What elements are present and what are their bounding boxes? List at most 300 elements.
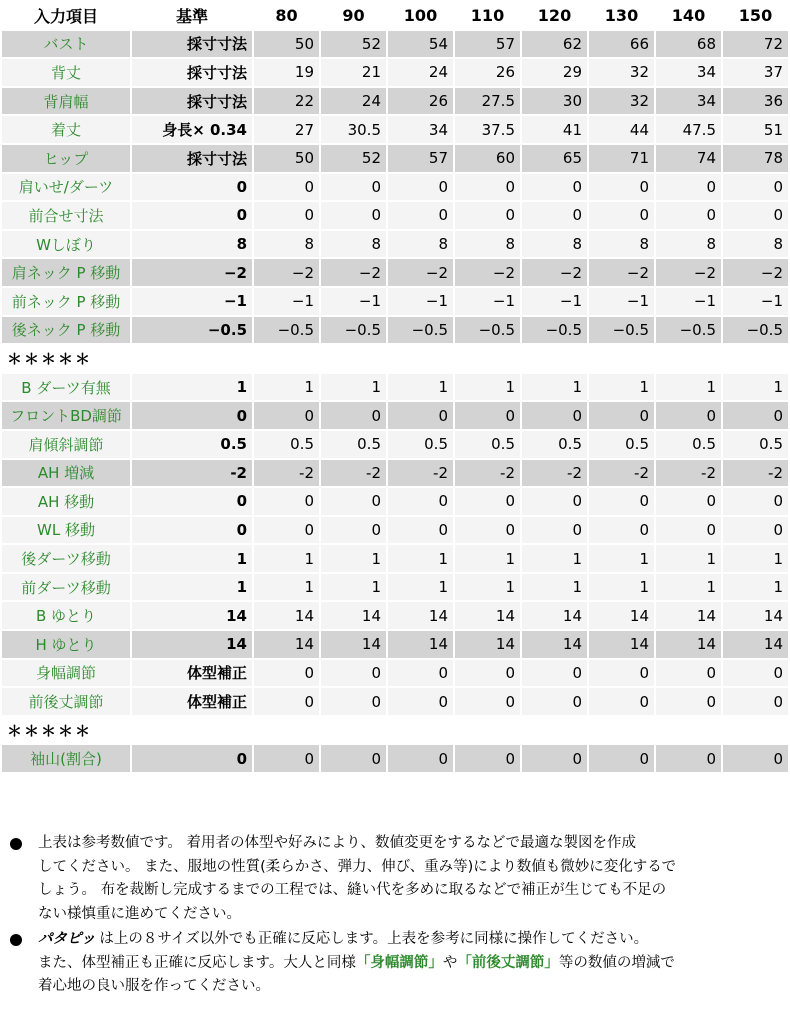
row-label: 背肩幅 xyxy=(2,88,130,115)
size-value-cell: 0 xyxy=(254,517,319,544)
size-value-cell: −0.5 xyxy=(254,317,319,344)
size-value-cell: 0 xyxy=(723,402,788,429)
size-value-cell: 0 xyxy=(254,660,319,687)
size-value-cell: -2 xyxy=(656,460,721,487)
size-value-cell: 0 xyxy=(321,202,386,229)
size-value-cell: 1 xyxy=(321,574,386,601)
table-row xyxy=(2,288,788,315)
size-value-cell: 1 xyxy=(522,545,587,572)
bullet-icon xyxy=(10,838,22,850)
size-value-cell: −0.5 xyxy=(388,317,453,344)
row-base-value: 0 xyxy=(132,488,252,515)
size-value-cell: 0 xyxy=(455,660,520,687)
size-value-cell: 1 xyxy=(321,545,386,572)
size-value-cell: −0.5 xyxy=(321,317,386,344)
size-value-cell: 0 xyxy=(589,174,654,201)
size-value-cell: 50 xyxy=(254,145,319,172)
note-text: また、体型補正も正確に反応します。大人と同様 xyxy=(38,954,356,971)
row-label: フロントBD調節 xyxy=(2,402,130,429)
row-base-value: 体型補正 xyxy=(132,660,252,687)
row-label: 後ダーツ移動 xyxy=(2,545,130,572)
size-value-cell: 24 xyxy=(321,88,386,115)
size-value-cell: 78 xyxy=(723,145,788,172)
size-value-cell: 14 xyxy=(321,602,386,629)
table-row xyxy=(2,31,788,58)
note-line: してください。 また、服地の性質(柔らかさ、弾力、伸び、重み等)により数値も微妙に変化するで xyxy=(38,858,677,875)
size-value-cell: 1 xyxy=(656,374,721,401)
size-value-cell: 52 xyxy=(321,145,386,172)
size-value-cell: 14 xyxy=(589,602,654,629)
table-row xyxy=(2,660,788,687)
row-base-value: 0 xyxy=(132,517,252,544)
size-value-cell: 8 xyxy=(254,231,319,258)
size-value-cell: −2 xyxy=(723,259,788,286)
size-value-cell: 24 xyxy=(388,59,453,86)
table-row xyxy=(2,602,788,629)
size-value-cell: 0 xyxy=(388,488,453,515)
size-value-cell: 1 xyxy=(656,574,721,601)
size-value-cell: 19 xyxy=(254,59,319,86)
size-value-cell: 32 xyxy=(589,59,654,86)
row-base-value: 0 xyxy=(132,174,252,201)
size-value-cell: 47.5 xyxy=(656,116,721,143)
size-value-cell: 1 xyxy=(723,574,788,601)
size-value-cell: 0 xyxy=(388,688,453,715)
table-row xyxy=(2,174,788,201)
size-value-cell: 0 xyxy=(321,517,386,544)
size-value-cell: 74 xyxy=(656,145,721,172)
size-value-cell: 0 xyxy=(388,174,453,201)
header-size: 110 xyxy=(455,2,520,29)
size-value-cell: 0 xyxy=(321,402,386,429)
header-base: 基準 xyxy=(132,2,252,29)
size-value-cell: 0 xyxy=(455,174,520,201)
empty-cell xyxy=(321,717,386,744)
size-value-cell: −2 xyxy=(254,259,319,286)
row-label: WL 移動 xyxy=(2,517,130,544)
empty-cell xyxy=(723,345,788,372)
size-value-cell: −1 xyxy=(254,288,319,315)
size-value-cell: 0 xyxy=(589,202,654,229)
note-text: や xyxy=(442,954,458,971)
row-label: 着丈 xyxy=(2,116,130,143)
size-value-cell: 0 xyxy=(589,402,654,429)
row-base-value: −2 xyxy=(132,259,252,286)
size-value-cell: 0 xyxy=(656,202,721,229)
size-value-cell: 29 xyxy=(522,59,587,86)
size-value-cell: 1 xyxy=(254,374,319,401)
size-value-cell: 1 xyxy=(455,574,520,601)
size-value-cell: 0 xyxy=(589,688,654,715)
size-value-cell: −2 xyxy=(522,259,587,286)
size-value-cell: 0.5 xyxy=(321,431,386,458)
size-value-cell: 0 xyxy=(388,402,453,429)
row-label: B ゆとり xyxy=(2,602,130,629)
table-row xyxy=(2,88,788,115)
size-value-cell: 0 xyxy=(656,745,721,772)
size-value-cell: 0 xyxy=(589,745,654,772)
row-label: AH 移動 xyxy=(2,488,130,515)
size-value-cell: 26 xyxy=(388,88,453,115)
size-value-cell: −0.5 xyxy=(455,317,520,344)
size-value-cell: 0 xyxy=(388,745,453,772)
size-value-cell: 0 xyxy=(254,174,319,201)
header-size: 80 xyxy=(254,2,319,29)
table-row xyxy=(2,116,788,143)
size-value-cell: 66 xyxy=(589,31,654,58)
table-row xyxy=(2,202,788,229)
size-value-cell: 8 xyxy=(388,231,453,258)
size-value-cell: −0.5 xyxy=(589,317,654,344)
table-row xyxy=(2,231,788,258)
size-value-cell: −2 xyxy=(388,259,453,286)
size-value-cell: 0 xyxy=(723,688,788,715)
size-value-cell: 14 xyxy=(455,602,520,629)
size-value-cell: 52 xyxy=(321,31,386,58)
size-value-cell: 34 xyxy=(656,59,721,86)
size-value-cell: 0 xyxy=(656,174,721,201)
size-value-cell: 0 xyxy=(723,517,788,544)
size-value-cell: −0.5 xyxy=(522,317,587,344)
size-value-cell: −2 xyxy=(656,259,721,286)
size-value-cell: −0.5 xyxy=(656,317,721,344)
size-value-cell: 26 xyxy=(455,59,520,86)
size-value-cell: 14 xyxy=(723,631,788,658)
table-row xyxy=(2,59,788,86)
size-value-cell: 0 xyxy=(254,688,319,715)
empty-cell xyxy=(388,717,453,744)
separator-label: ＊＊＊＊＊ xyxy=(2,717,130,744)
table-row xyxy=(2,259,788,286)
size-value-cell: 0 xyxy=(254,202,319,229)
size-value-cell: 0.5 xyxy=(254,431,319,458)
size-value-cell: 14 xyxy=(522,602,587,629)
size-value-cell: 1 xyxy=(455,545,520,572)
size-value-cell: 0 xyxy=(656,517,721,544)
note-line: ない様慎重に進めてください。 xyxy=(38,905,241,922)
size-value-cell: 37 xyxy=(723,59,788,86)
size-value-cell: 0 xyxy=(522,517,587,544)
size-value-cell: 0 xyxy=(522,174,587,201)
size-value-cell: 1 xyxy=(388,574,453,601)
row-base-value: 1 xyxy=(132,574,252,601)
size-value-cell: 0 xyxy=(455,745,520,772)
size-value-cell: 1 xyxy=(321,374,386,401)
size-value-cell: 14 xyxy=(656,602,721,629)
empty-cell xyxy=(589,345,654,372)
size-value-cell: 14 xyxy=(321,631,386,658)
row-base-value: 身長× 0.34 xyxy=(132,116,252,143)
row-base-value: 0 xyxy=(132,202,252,229)
header-size: 120 xyxy=(522,2,587,29)
size-value-cell: −2 xyxy=(589,259,654,286)
size-value-cell: 0 xyxy=(388,660,453,687)
size-value-cell: 8 xyxy=(321,231,386,258)
empty-cell xyxy=(522,717,587,744)
row-label: Wしぼり xyxy=(2,231,130,258)
note-text: は上の８サイズ以外でも正確に反応します。上表を参考に同様に操作してください。 xyxy=(99,931,649,947)
size-value-cell: 0 xyxy=(388,202,453,229)
size-value-cell: 32 xyxy=(589,88,654,115)
size-value-cell: 8 xyxy=(455,231,520,258)
row-base-value: 14 xyxy=(132,602,252,629)
size-value-cell: 0 xyxy=(254,488,319,515)
row-base-value: −0.5 xyxy=(132,317,252,344)
bullet-icon xyxy=(10,934,22,946)
size-value-cell: 0 xyxy=(455,488,520,515)
table-row xyxy=(2,688,788,715)
size-value-cell: 0 xyxy=(522,488,587,515)
size-value-cell: 1 xyxy=(522,574,587,601)
row-base-value: 14 xyxy=(132,631,252,658)
row-base-value: 1 xyxy=(132,545,252,572)
table-header-row xyxy=(2,2,788,29)
size-value-cell: 14 xyxy=(388,602,453,629)
size-value-cell: 8 xyxy=(723,231,788,258)
empty-cell xyxy=(723,717,788,744)
size-value-cell: 68 xyxy=(656,31,721,58)
size-value-cell: 0 xyxy=(455,202,520,229)
size-value-cell: 1 xyxy=(522,374,587,401)
note-line xyxy=(38,952,772,976)
table-row xyxy=(2,574,788,601)
row-label: 肩いせ/ダーツ xyxy=(2,174,130,201)
size-value-cell: 0 xyxy=(589,488,654,515)
size-value-cell: 54 xyxy=(388,31,453,58)
size-value-cell: 0.5 xyxy=(388,431,453,458)
size-value-cell: 1 xyxy=(723,545,788,572)
size-value-cell: 41 xyxy=(522,116,587,143)
size-value-cell: 0 xyxy=(656,688,721,715)
size-value-cell: 72 xyxy=(723,31,788,58)
size-value-cell: 51 xyxy=(723,116,788,143)
row-base-value: 0.5 xyxy=(132,431,252,458)
table-body xyxy=(2,31,788,772)
row-base-value: 8 xyxy=(132,231,252,258)
size-value-cell: 0 xyxy=(589,660,654,687)
size-value-cell: 14 xyxy=(589,631,654,658)
size-value-cell: 34 xyxy=(656,88,721,115)
size-value-cell: -2 xyxy=(522,460,587,487)
header-size: 140 xyxy=(656,2,721,29)
row-base-value: 体型補正 xyxy=(132,688,252,715)
empty-cell xyxy=(455,345,520,372)
size-value-cell: 1 xyxy=(455,374,520,401)
row-base-value: 採寸寸法 xyxy=(132,145,252,172)
row-label: 袖山(割合) xyxy=(2,745,130,772)
size-value-cell: 14 xyxy=(723,602,788,629)
table-row xyxy=(2,374,788,401)
header-size: 130 xyxy=(589,2,654,29)
size-value-cell: 0 xyxy=(321,488,386,515)
size-value-cell: -2 xyxy=(254,460,319,487)
size-value-cell: 0 xyxy=(723,660,788,687)
size-value-cell: 0 xyxy=(723,745,788,772)
row-base-value: 採寸寸法 xyxy=(132,88,252,115)
note-reference xyxy=(10,832,772,926)
row-label: B ダーツ有無 xyxy=(2,374,130,401)
row-label: 肩ネック P 移動 xyxy=(2,259,130,286)
size-value-cell: −1 xyxy=(589,288,654,315)
size-value-cell: −1 xyxy=(522,288,587,315)
size-value-cell: 27.5 xyxy=(455,88,520,115)
size-value-cell: 34 xyxy=(388,116,453,143)
empty-cell xyxy=(522,345,587,372)
separator-label: ＊＊＊＊＊ xyxy=(2,345,130,372)
table-row xyxy=(2,517,788,544)
empty-cell xyxy=(254,345,319,372)
row-base-value: 1 xyxy=(132,374,252,401)
row-base-value: 採寸寸法 xyxy=(132,31,252,58)
size-value-cell: 1 xyxy=(589,545,654,572)
size-value-cell: 0 xyxy=(723,202,788,229)
size-value-cell: 14 xyxy=(254,631,319,658)
size-value-cell: 0 xyxy=(723,174,788,201)
empty-cell xyxy=(388,345,453,372)
table-row xyxy=(2,545,788,572)
size-value-cell: 8 xyxy=(656,231,721,258)
size-value-cell: 0.5 xyxy=(455,431,520,458)
table-row xyxy=(2,431,788,458)
size-value-cell: 14 xyxy=(455,631,520,658)
size-value-cell: 0 xyxy=(455,402,520,429)
size-value-cell: 0 xyxy=(321,660,386,687)
row-label: H ゆとり xyxy=(2,631,130,658)
size-value-cell: 0 xyxy=(254,745,319,772)
size-value-cell: 0 xyxy=(589,517,654,544)
highlight-term: 「前後丈調節」 xyxy=(457,954,559,971)
size-value-cell: 1 xyxy=(254,574,319,601)
table-row xyxy=(2,402,788,429)
size-value-cell: 1 xyxy=(388,374,453,401)
size-value-cell: 0 xyxy=(254,402,319,429)
size-value-cell: 0 xyxy=(455,688,520,715)
separator-row xyxy=(2,717,788,744)
size-value-cell: 30.5 xyxy=(321,116,386,143)
table-row xyxy=(2,460,788,487)
note-line: 着心地の良い服を作ってください。 xyxy=(38,978,270,994)
size-value-cell: -2 xyxy=(589,460,654,487)
row-base-value: 0 xyxy=(132,745,252,772)
size-value-cell: -2 xyxy=(321,460,386,487)
size-value-cell: 0 xyxy=(522,402,587,429)
size-value-cell: 0 xyxy=(656,402,721,429)
size-value-cell: 0.5 xyxy=(522,431,587,458)
row-base-value: 採寸寸法 xyxy=(132,59,252,86)
size-value-cell: 30 xyxy=(522,88,587,115)
empty-cell xyxy=(321,345,386,372)
row-base-value: −1 xyxy=(132,288,252,315)
size-value-cell: 0 xyxy=(656,488,721,515)
note-line: しょう。 布を裁断し完成するまでの工程では、縫い代を多めに取るなどで補正が生じても不足の xyxy=(38,882,667,898)
size-value-cell: 0 xyxy=(656,660,721,687)
size-value-cell: -2 xyxy=(388,460,453,487)
row-base-value: 0 xyxy=(132,402,252,429)
size-value-cell: 0 xyxy=(522,745,587,772)
size-value-cell: 14 xyxy=(254,602,319,629)
brand-name: パタピッ xyxy=(38,931,96,947)
row-label: 前ダーツ移動 xyxy=(2,574,130,601)
header-size: 100 xyxy=(388,2,453,29)
size-value-cell: 50 xyxy=(254,31,319,58)
table-row xyxy=(2,631,788,658)
empty-cell xyxy=(589,717,654,744)
separator-row xyxy=(2,345,788,372)
size-value-cell: 57 xyxy=(388,145,453,172)
size-value-cell: -2 xyxy=(455,460,520,487)
table-row xyxy=(2,317,788,344)
size-value-cell: 14 xyxy=(522,631,587,658)
size-value-cell: 0 xyxy=(522,202,587,229)
empty-cell xyxy=(455,717,520,744)
empty-cell xyxy=(656,345,721,372)
row-label: 前ネック P 移動 xyxy=(2,288,130,315)
row-label: AH 増減 xyxy=(2,460,130,487)
row-label: 肩傾斜調節 xyxy=(2,431,130,458)
size-value-cell: 8 xyxy=(589,231,654,258)
row-base-value: -2 xyxy=(132,460,252,487)
highlight-term: 「身幅調節」 xyxy=(355,954,443,971)
size-value-cell: 0 xyxy=(321,745,386,772)
size-value-cell: −2 xyxy=(455,259,520,286)
size-value-cell: 8 xyxy=(522,231,587,258)
row-label: 前合せ寸法 xyxy=(2,202,130,229)
size-value-cell: 0.5 xyxy=(723,431,788,458)
row-label: 前後丈調節 xyxy=(2,688,130,715)
size-value-cell: 37.5 xyxy=(455,116,520,143)
empty-cell xyxy=(132,345,252,372)
size-value-cell: −0.5 xyxy=(723,317,788,344)
row-label: 後ネック P 移動 xyxy=(2,317,130,344)
empty-cell xyxy=(254,717,319,744)
note-line: 上表は参考数値です。 着用者の体型や好みにより、数値変更をするなどで最適な製図を作成 xyxy=(38,835,636,851)
header-size: 90 xyxy=(321,2,386,29)
size-value-cell: 1 xyxy=(589,574,654,601)
size-value-cell: 0 xyxy=(723,488,788,515)
size-value-cell: 0 xyxy=(455,517,520,544)
table-row xyxy=(2,745,788,772)
size-value-cell: −1 xyxy=(455,288,520,315)
size-value-cell: −2 xyxy=(321,259,386,286)
size-value-cell: 14 xyxy=(656,631,721,658)
size-value-cell: 0.5 xyxy=(656,431,721,458)
size-value-cell: −1 xyxy=(723,288,788,315)
row-label: バスト xyxy=(2,31,130,58)
size-value-cell: 0.5 xyxy=(589,431,654,458)
size-value-cell: 36 xyxy=(723,88,788,115)
size-value-cell: 71 xyxy=(589,145,654,172)
size-value-cell: 22 xyxy=(254,88,319,115)
note-line xyxy=(38,928,772,952)
row-label: 背丈 xyxy=(2,59,130,86)
row-label: ヒップ xyxy=(2,145,130,172)
table-row xyxy=(2,145,788,172)
size-value-cell: 1 xyxy=(388,545,453,572)
size-value-cell: -2 xyxy=(723,460,788,487)
size-value-cell: 1 xyxy=(656,545,721,572)
size-value-cell: 0 xyxy=(522,688,587,715)
size-value-cell: 0 xyxy=(522,660,587,687)
note-text: 等の数値の増減で xyxy=(558,954,675,971)
header-size: 150 xyxy=(723,2,788,29)
size-value-cell: −1 xyxy=(321,288,386,315)
table-row xyxy=(2,488,788,515)
size-value-cell: 1 xyxy=(589,374,654,401)
size-value-cell: 21 xyxy=(321,59,386,86)
note-patapi xyxy=(10,928,772,999)
notes xyxy=(10,832,772,1001)
empty-cell xyxy=(656,717,721,744)
